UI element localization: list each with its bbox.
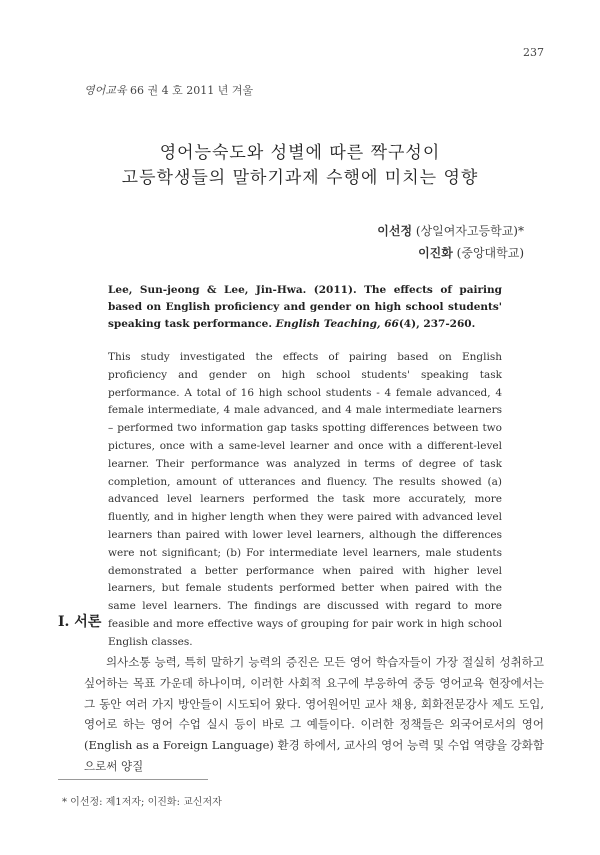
author-1 xyxy=(377,222,524,239)
author-2 xyxy=(418,244,524,261)
author-2-name: 이진화 xyxy=(418,246,453,260)
abstract: This study investigated the effects of pairing based on English proficiency and gender on high school students' speaking task performance. A total of 16 high school students - 4 female advanced, 4 female intermediate, 4 male advanced, and 4 male intermediate learners – performed two information gap tasks spotting differences between two pictures, once with a same-level learner and once with a different-level learner. Their performance was analyzed in terms of degree of task completion, amount of utterances and fluency. The results showed (a) advanced level learners performed the task more accurately, more fluently, and in higher length when they were paired with advanced level learners than paired with lower level learners, although the differences were not significant; (b) For intermediate level learners, male students demonstrated a better performance when paired with higher level learners, but female students performed better when paired with the same level learners. The findings are discussed with regard to more feasible and more effective ways of grouping for pair work in high school English classes. xyxy=(108,351,502,648)
paper-title-line-2: 고등학생들의 말하기과제 수행에 미치는 영향 xyxy=(121,168,479,188)
citation xyxy=(108,282,502,333)
citation-main: Lee, Sun-jeong & Lee, Jin-Hwa. (2011). The effects of pairing based on English proficiency and gender on high school students' speaking task performance. xyxy=(108,284,502,330)
footnote-divider xyxy=(58,779,208,780)
page-number: 237 xyxy=(523,46,544,59)
author-1-affiliation: (상일여자고등학교)* xyxy=(412,224,524,238)
citation-journal: English Teaching, 66 xyxy=(275,318,399,330)
intro-paragraph: 의사소통 능력, 특히 말하기 능력의 증진은 모든 영어 학습자들이 가장 절실히 성취하고 싶어하는 목표 가운데 하나이며, 이러한 사회적 요구에 부응하여 중등 영어교육 현장에서는 그 동안 여러 가지 방안들이 시도되어 왔다. 영어원어민 교사 채용, 회화전문강사 제도 도입, 영어로 하는 영어 수업 실시 등이 바로 그 예들이다. 이러한 정책들은 외국어로서의 영어(English as a Foreign Language) 환경 하에서, 교사의 영어 능력 및 수업 역량을 강화함으로써 양질 xyxy=(84,655,544,773)
journal-volume-issue: 66 권 4 호 2011 년 겨울 xyxy=(126,84,254,97)
citation-pages: (4), 237-260. xyxy=(398,318,476,330)
journal-header xyxy=(84,82,253,98)
author-2-affiliation: (중앙대학교) xyxy=(452,246,524,260)
author-1-name: 이선정 xyxy=(377,224,413,238)
section-heading: I. 서론 xyxy=(58,614,102,630)
paper-title-line-1: 영어능숙도와 성별에 따른 짝구성이 xyxy=(159,143,441,163)
journal-name: 영어교육 xyxy=(84,84,127,97)
footnote: * 이선정: 제1저자; 이진화: 교신저자 xyxy=(62,797,222,808)
